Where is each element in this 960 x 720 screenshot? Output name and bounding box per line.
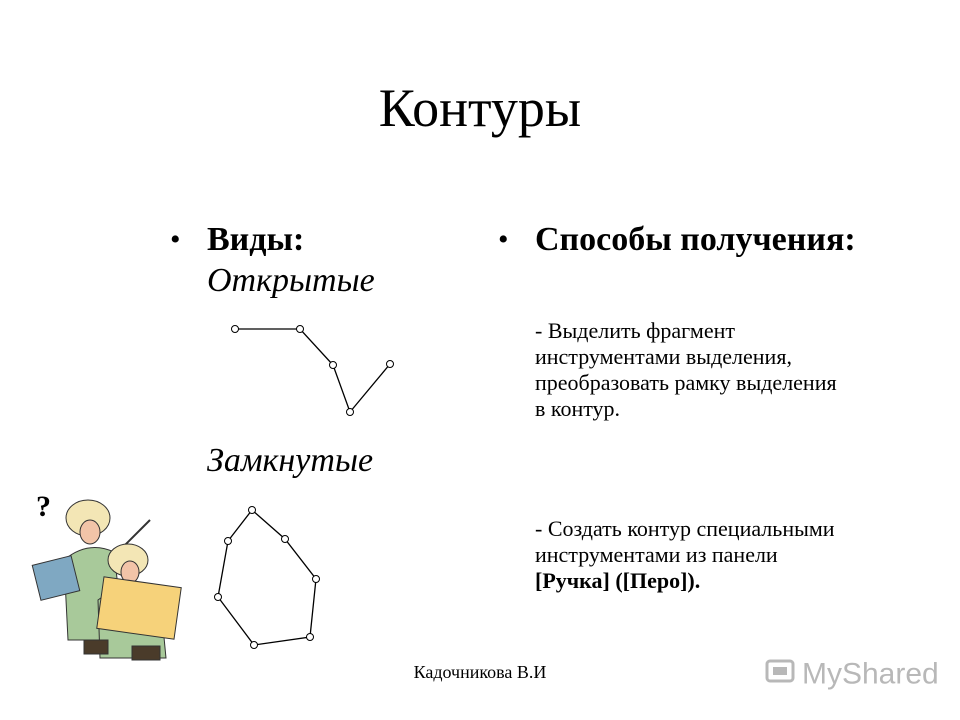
- method-1-line: в контур.: [535, 396, 621, 421]
- tool-name: [Ручка] ([Перо]).: [535, 568, 701, 593]
- types-label: Виды:: [207, 221, 305, 258]
- open-label: Открытые: [207, 262, 375, 299]
- svg-text:?: ?: [36, 490, 51, 523]
- method-1-line: - Выделить фрагмент: [535, 318, 735, 343]
- method-2: [535, 516, 835, 594]
- slide-title: Контуры: [378, 78, 582, 138]
- closed-label: Замкнутые: [207, 442, 374, 479]
- methods-bullet: [498, 220, 856, 260]
- method-2-line: инструментами из панели: [535, 542, 778, 567]
- open-contour-icon: [225, 315, 405, 425]
- myshared-logo-icon: [764, 656, 798, 695]
- footer-author: Кадочникова В.И: [413, 662, 547, 682]
- closed-contour-icon: [200, 495, 330, 655]
- watermark-text: MyShared: [802, 657, 939, 691]
- method-1-line: инструментами выделения,: [535, 344, 792, 369]
- types-bullet: [170, 220, 305, 260]
- methods-label: Способы получения:: [535, 221, 856, 258]
- method-1-line: преобразовать рамку выделения: [535, 370, 837, 395]
- people-with-books-clipart: [28, 490, 193, 665]
- method-1: [535, 318, 837, 422]
- method-2-line: - Создать контур специальными: [535, 516, 835, 541]
- bullet-dot: •: [170, 223, 181, 256]
- bullet-dot: •: [498, 223, 509, 256]
- watermark: [764, 656, 939, 695]
